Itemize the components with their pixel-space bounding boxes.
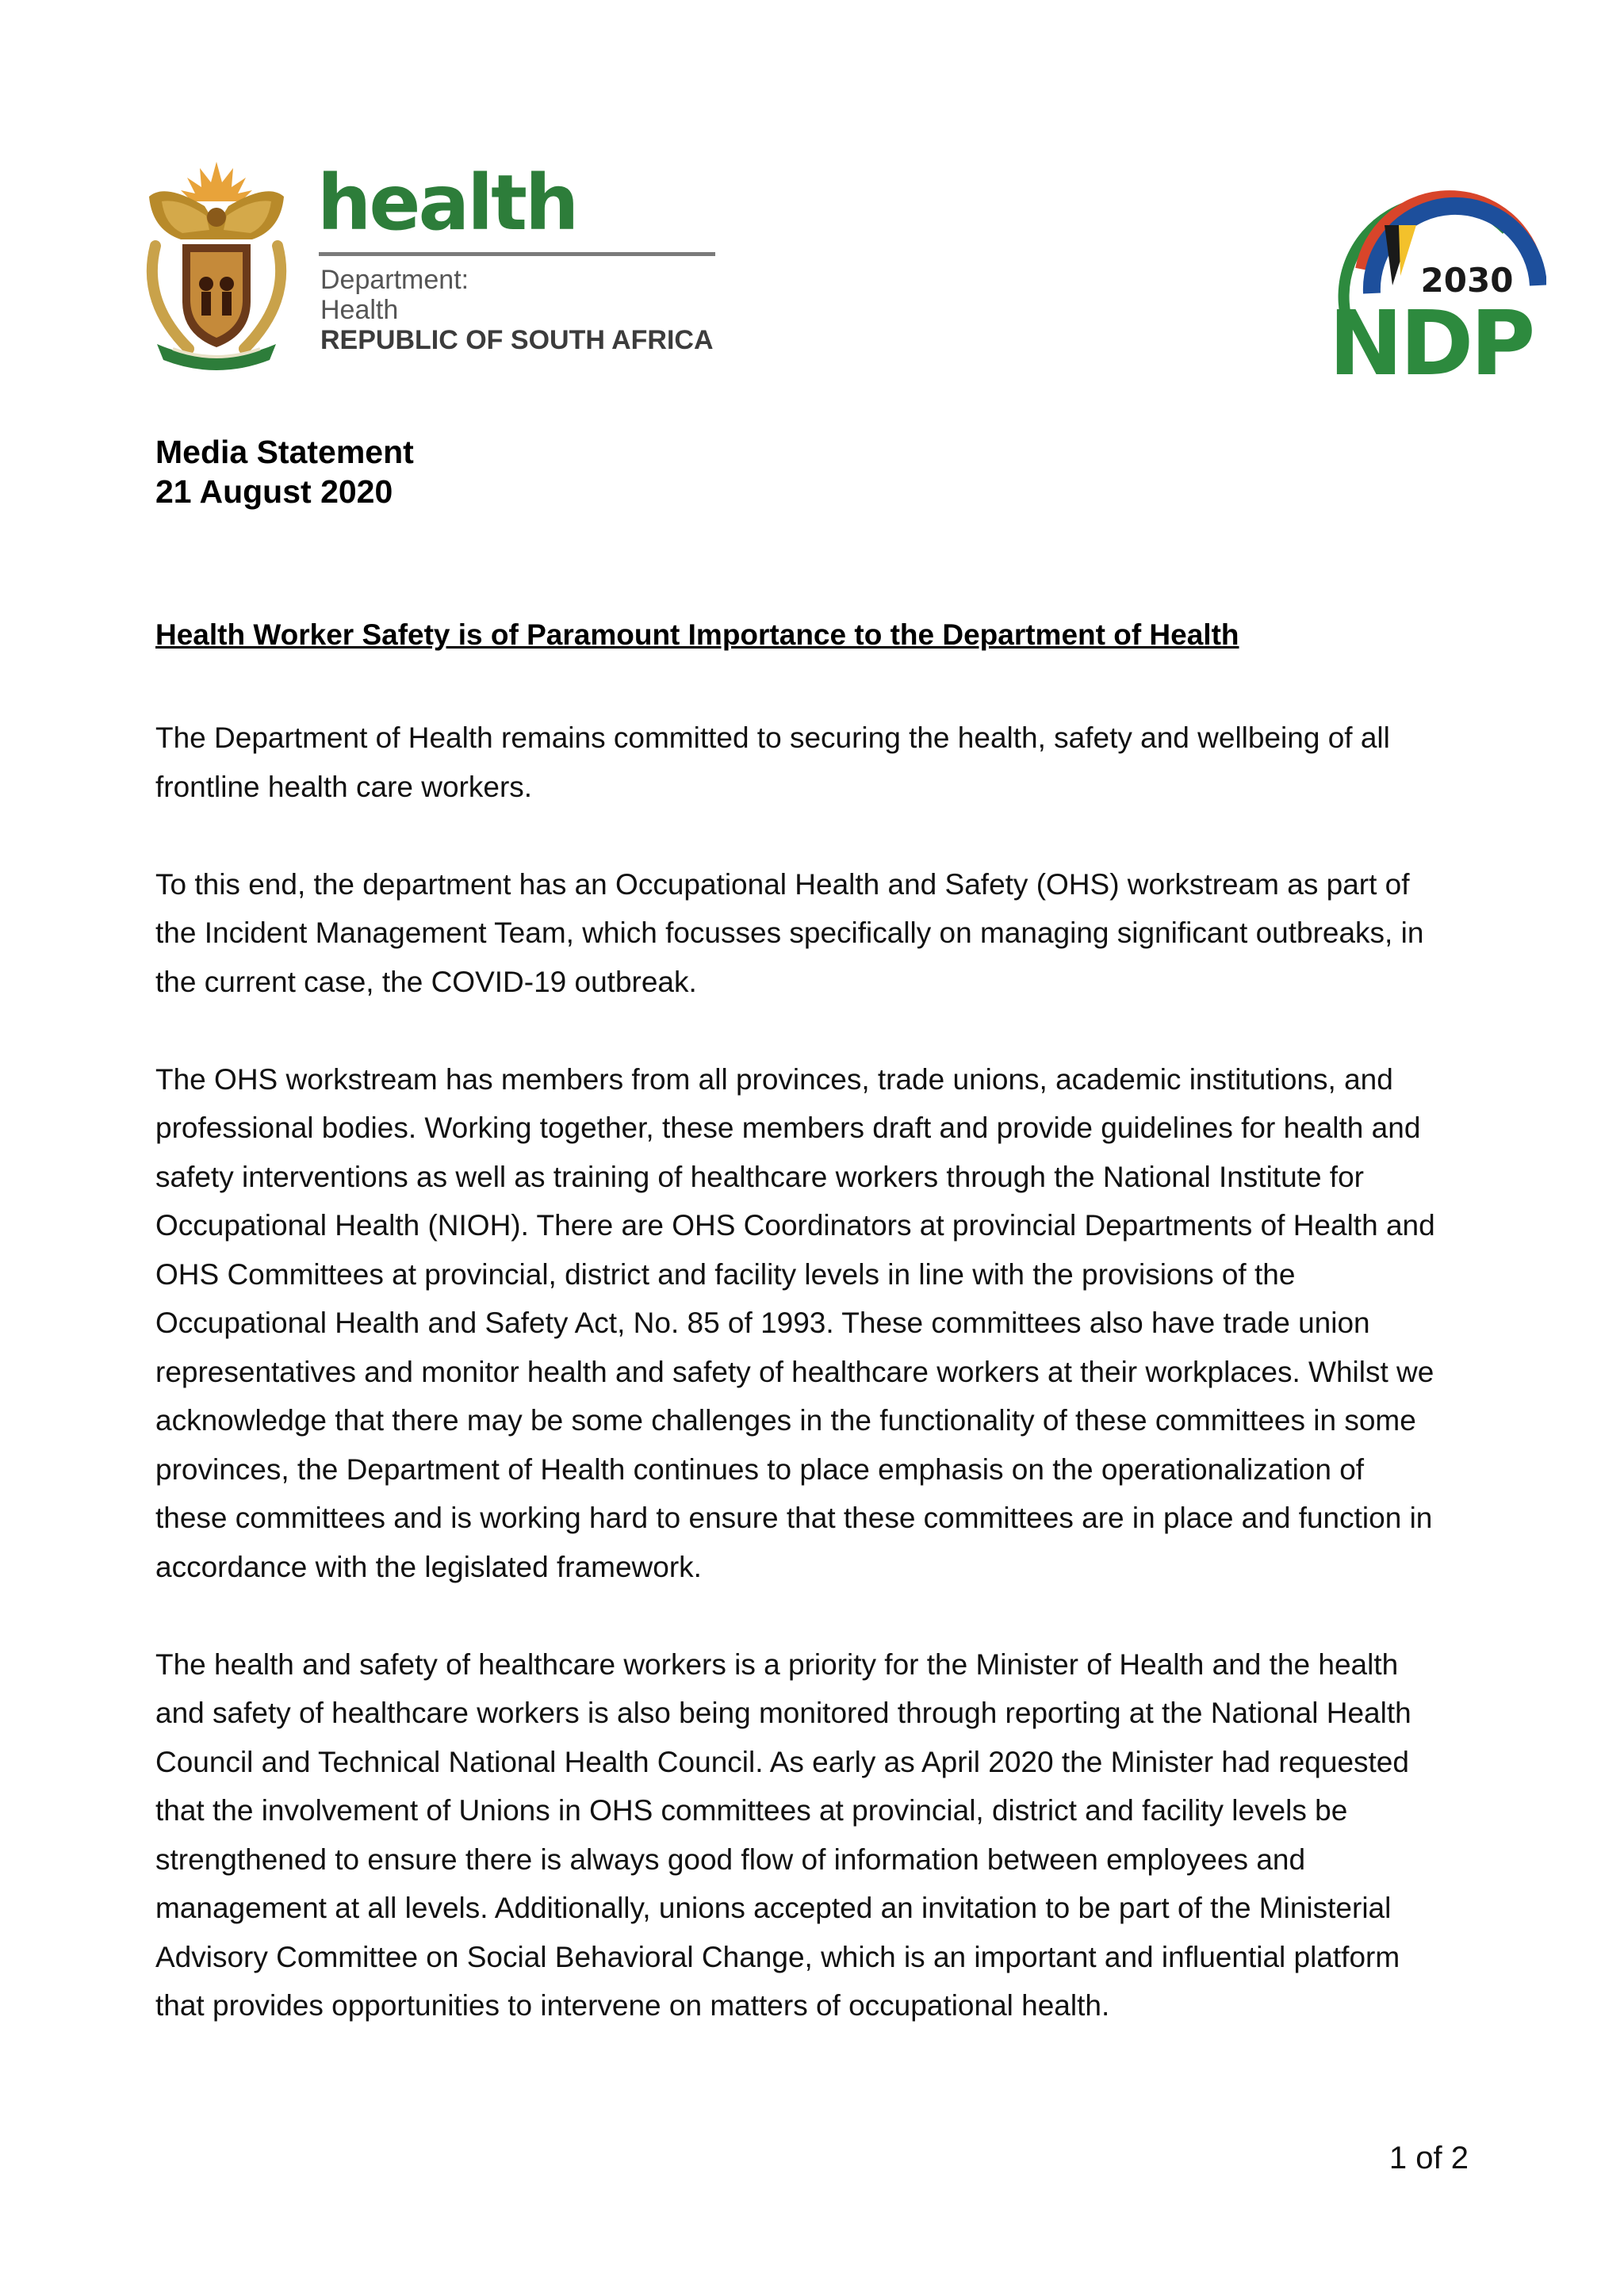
ndp-year: 2030	[1420, 261, 1514, 300]
text-line: provinces, the Department of Health continues to place emphasis on the operationalization of	[155, 1452, 1365, 1486]
text-line: Occupational Health (NIOH). There are OHS Coordinators at provincial Departments of Health and	[155, 1209, 1435, 1242]
text-line: OHS Committees at provincial, district and facility levels in line with the provisions of the	[155, 1257, 1296, 1291]
text-line: that the involvement of Unions in OHS committees at provincial, district and facility levels be	[155, 1794, 1348, 1827]
health-wordmark: health	[317, 159, 577, 247]
statement-date: 21 August 2020	[155, 473, 393, 510]
page-number: 1 of 2	[1388, 2141, 1469, 2175]
ndp-letters: NDP	[1328, 293, 1533, 381]
logo-divider	[319, 252, 715, 256]
text-line: safety interventions as well as training of healthcare workers through the National Institute for	[155, 1160, 1364, 1193]
statement-info	[155, 432, 414, 511]
text-line: management at all levels. Additionally, unions accepted an invitation to be part of the Ministerial	[155, 1892, 1392, 1924]
document-heading: Health Worker Safety is of Paramount Importance to the Department of Health	[155, 618, 1239, 651]
text-line: Advisory Committee on Social Behavioral Change, which is an important and influential platform	[155, 1940, 1400, 1973]
text-line: acknowledge that there may be some challenges in the functionality of these committees in some	[155, 1404, 1416, 1437]
paragraph-3	[155, 1055, 1472, 1592]
text-line: and safety of healthcare workers is also being monitored through reporting at the National Health	[155, 1697, 1411, 1729]
text-line: The OHS workstream has members from all provinces, trade unions, academic institutions, and	[155, 1062, 1393, 1096]
coat-of-arms-icon	[133, 151, 300, 373]
country-name: REPUBLIC OF SOUTH AFRICA	[320, 325, 714, 355]
text-line: The Department of Health remains committed to securing the health, safety and wellbeing of all	[155, 721, 1390, 754]
statement-type: Media Statement	[155, 434, 414, 470]
text-line: representatives and monitor health and safety of healthcare workers at their workplaces. Whilst we	[155, 1355, 1434, 1388]
paragraph-4	[155, 1640, 1472, 2030]
text-line: accordance with the legislated framework.	[155, 1550, 702, 1583]
text-line: the Incident Management Team, which focusses specifically on managing significant outbreaks, in	[155, 916, 1424, 949]
text-line: To this end, the department has an Occupational Health and Safety (OHS) workstream as part of	[155, 867, 1410, 901]
department-label: Department:	[320, 265, 469, 295]
department-name: Health	[320, 295, 399, 325]
text-line: these committees and is working hard to ensure that these committees are in place and function in	[155, 1502, 1433, 1534]
text-line: that provides opportunities to intervene on matters of occupational health.	[155, 1989, 1110, 2022]
department-of-health-logo	[133, 151, 720, 373]
text-line: Occupational Health and Safety Act, No. 85 of 1993. These committees also have trade union	[155, 1307, 1370, 1339]
paragraph-1	[155, 714, 1472, 811]
document-body	[155, 714, 1472, 2079]
paragraph-2	[155, 860, 1472, 1007]
ndp-2030-logo	[1316, 174, 1546, 381]
text-line: frontline health care workers.	[155, 770, 533, 803]
text-line: Council and Technical National Health Council. As early as April 2020 the Minister had requested	[155, 1745, 1409, 1778]
text-line: professional bodies. Working together, these members draft and provide guidelines for health and	[155, 1112, 1421, 1144]
text-line: The health and safety of healthcare workers is a priority for the Minister of Health and the health	[155, 1647, 1399, 1681]
text-line: strengthened to ensure there is always good flow of information between employees and	[155, 1843, 1306, 1876]
text-line: the current case, the COVID-19 outbreak.	[155, 965, 697, 998]
